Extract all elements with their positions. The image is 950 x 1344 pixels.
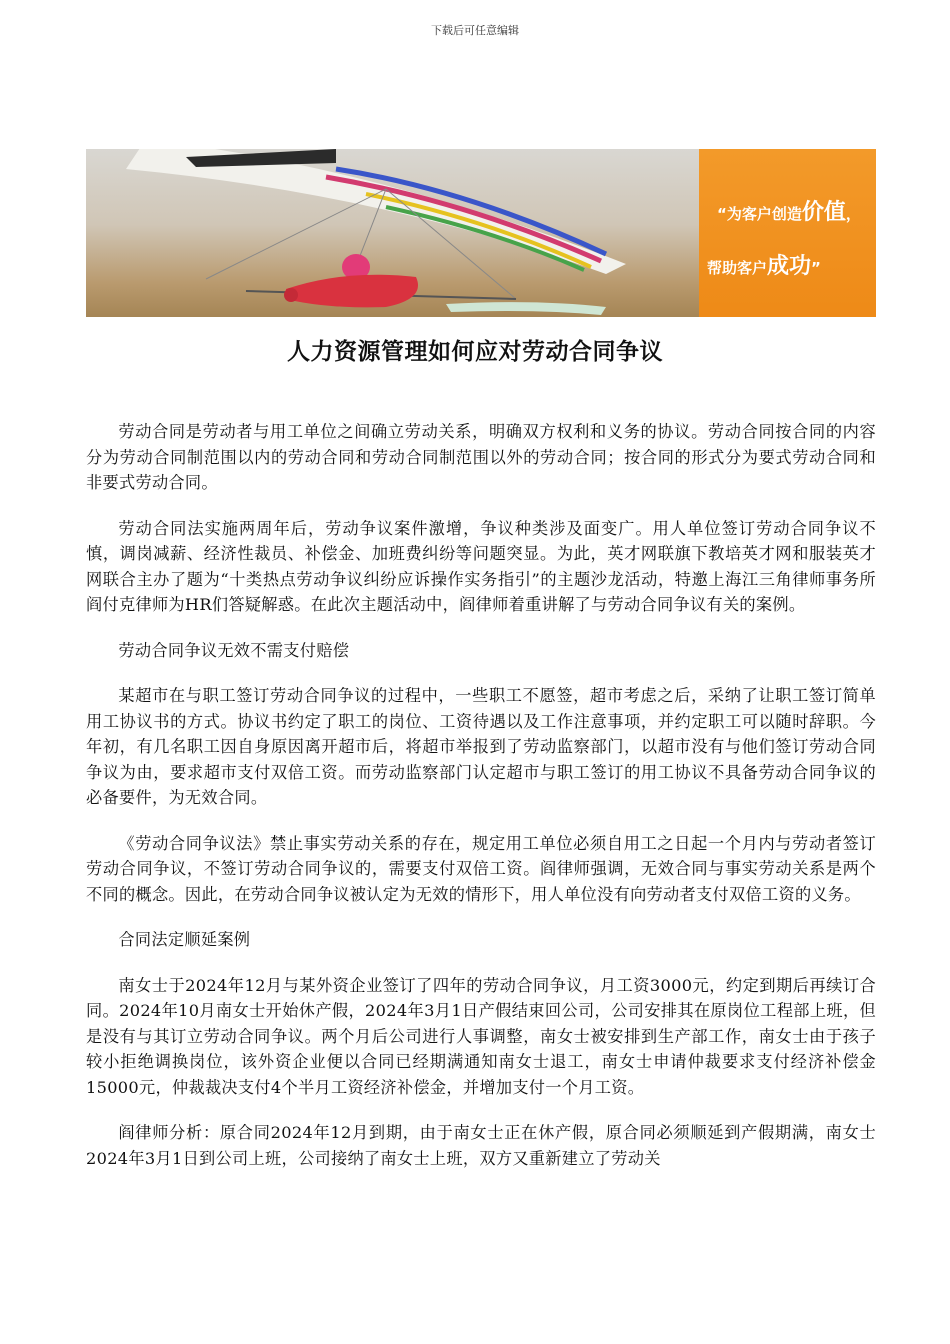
page-header: 下载后可任意编辑 bbox=[431, 24, 519, 37]
slogan-line-2 bbox=[707, 249, 821, 280]
slogan-line-2-suffix: ” bbox=[811, 259, 821, 277]
section-heading: 合同法定顺延案例 bbox=[118, 930, 251, 949]
slogan-panel bbox=[699, 149, 876, 317]
paragraph: 某超市在与职工签订劳动合同争议的过程中，一些职工不愿签，超市考虑之后，采纳了让职工签订简单用工协议书的方式。协议书约定了职工的岗位、工资待遇以及工作注意事项，并约定职工可以随时辞职。今年初，有几名职工因自身原因离开超市后，将超市举报到了劳动监察部门，以超市没有与他们签订劳动合同争议为由，要求超市支付双倍工资。而劳动监察部门认定超市与职工签订的用工协议不具备劳动合同争议的必备要件，为无效合同。 bbox=[86, 686, 876, 807]
slogan-line-1-big: 价值 bbox=[801, 200, 846, 225]
paragraph: 《劳动合同争议法》禁止事实劳动关系的存在，规定用工单位必须自用工之日起一个月内与劳动者签订劳动合同争议，不签订劳动合同争议的，需要支付双倍工资。阎律师强调，无效合同与事实劳动关系是两个不同的概念。因此，在劳动合同争议被认定为无效的情形下，用人单位没有向劳动者支付双倍工资的义务。 bbox=[86, 833, 876, 904]
paragraph: 劳动合同法实施两周年后，劳动争议案件激增，争议种类涉及面变广。用人单位签订劳动合同争议不慎，调岗减薪、经济性裁员、补偿金、加班费纠纷等问题突显。为此，英才网联旗下教培英才网和服装英才网联合主办了题为“十类热点劳动争议纠纷应诉操作实务指引”的主题沙龙活动，特邀上海江三角律师事务所阎付克律师为HR们答疑解惑。在此次主题活动中，阎律师着重讲解了与劳动合同争议有关的案例。 bbox=[86, 518, 876, 614]
paragraph: 阎律师分析：原合同2024年12月到期，由于南女士正在休产假，原合同必须顺延到产假期满，南女士2024年3月1日到公司上班，公司接纳了南女士上班，双方又重新建立了劳动关 bbox=[86, 1123, 876, 1168]
paragraph: 南女士于2024年12月与某外资企业签订了四年的劳动合同争议，月工资3000元，约定到期后再续订合同。2024年10月南女士开始休产假，2024年3月1日产假结束回公司，公司安排其在原岗位工程部上班，但是没有与其订立劳动合同争议。两个月后公司进行人事调整，南女士被安排到生产部工作，南女士由于孩子较小拒绝调换岗位，该外资企业便以合同已经期满通知南女士退工，南女士申请仲裁要求支付经济补偿金15000元，仲裁裁决支付4个半月工资经济补偿金，并增加支付一个月工资。 bbox=[86, 975, 876, 1097]
slogan-line-2-prefix: 帮助客户 bbox=[707, 259, 768, 277]
slogan-line-2-big: 成功 bbox=[767, 254, 812, 279]
document-body bbox=[86, 419, 876, 1191]
hang-glider-photo bbox=[86, 149, 699, 317]
banner bbox=[86, 149, 876, 317]
slogan-line-1 bbox=[717, 195, 861, 226]
hang-glider-illustration bbox=[86, 149, 699, 317]
slogan-line-1-suffix: ， bbox=[845, 205, 861, 223]
slogan-line-1-prefix: “为客户创造 bbox=[717, 205, 802, 223]
section-heading: 劳动合同争议无效不需支付赔偿 bbox=[118, 640, 350, 660]
document-title: 人力资源管理如何应对劳动合同争议 bbox=[287, 339, 663, 365]
paragraph: 劳动合同是劳动者与用工单位之间确立劳动关系，明确双方权利和义务的协议。劳动合同按合同的内容分为劳动合同制范围以内的劳动合同和劳动合同制范围以外的劳动合同；按合同的形式分为要式劳动合同和非要式劳动合同。 bbox=[86, 422, 876, 492]
